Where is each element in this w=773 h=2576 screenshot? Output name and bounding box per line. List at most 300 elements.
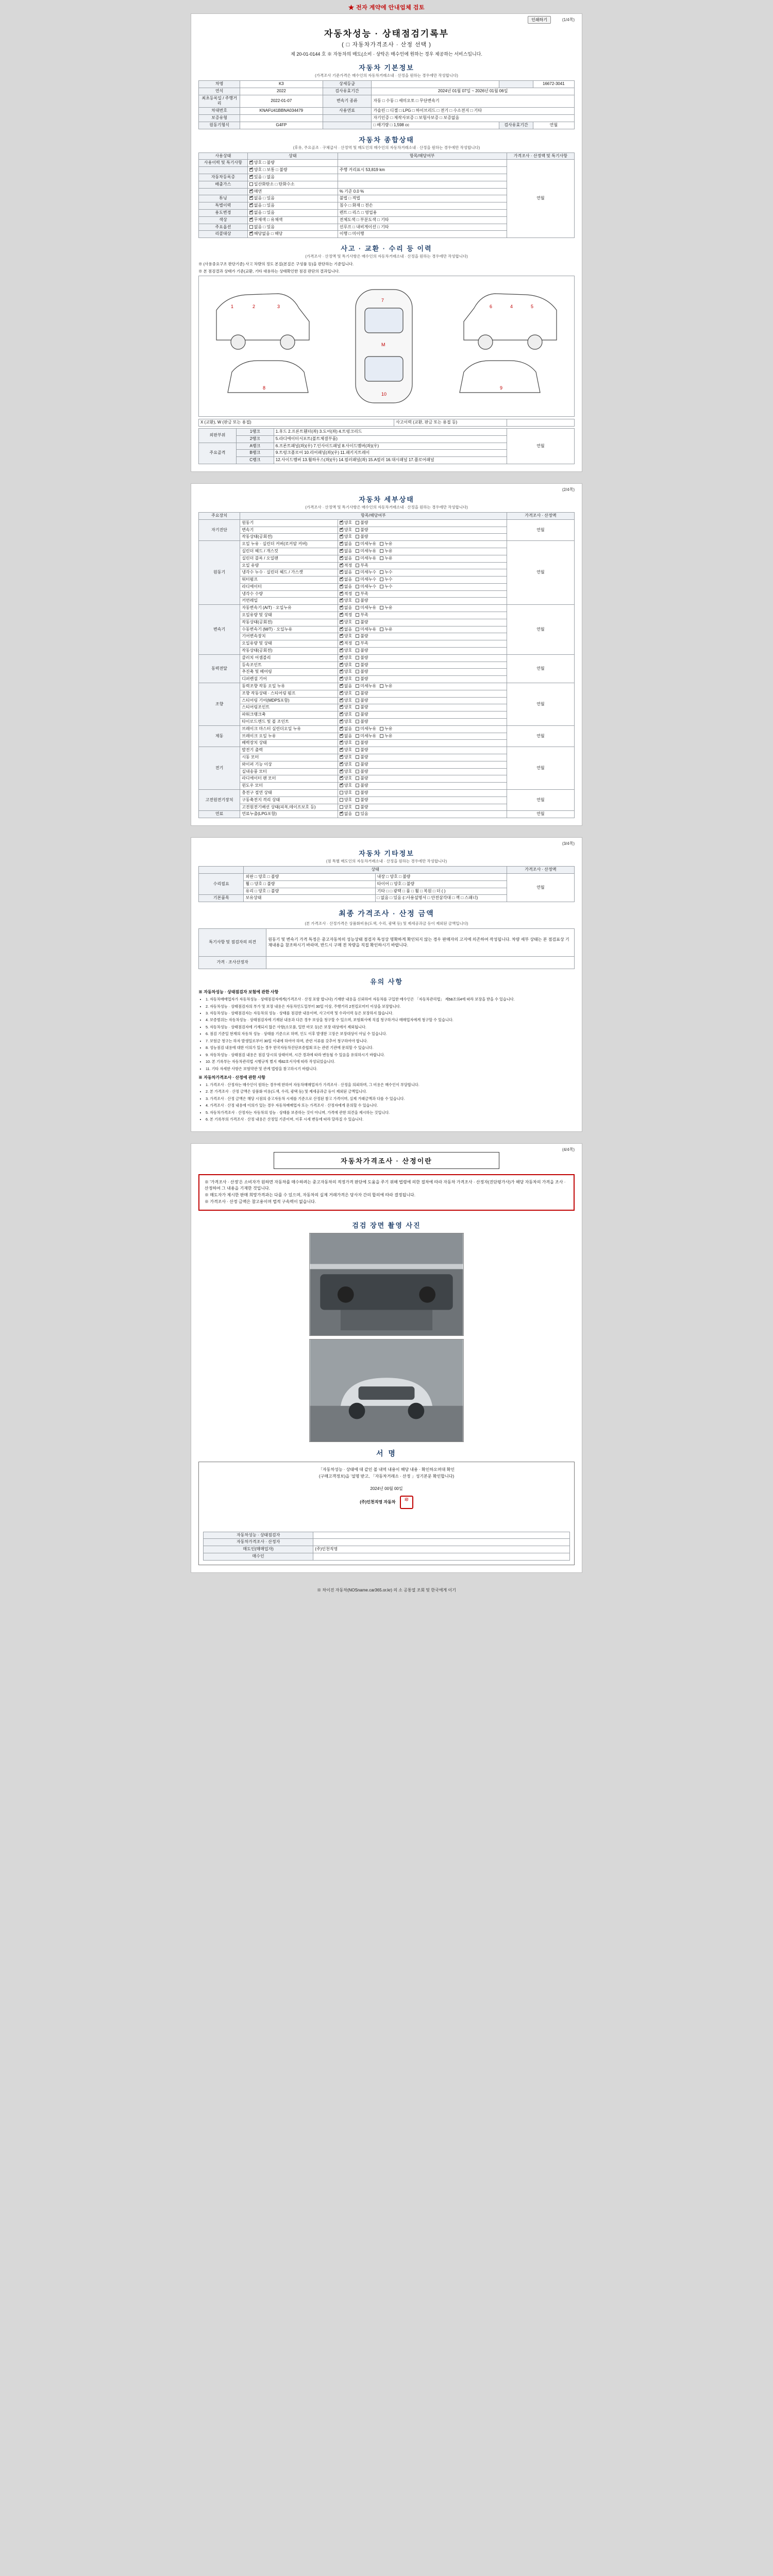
detail-options-2-2 (338, 619, 507, 626)
checkbox-checked[interactable] (340, 549, 343, 553)
caution-line-2: ※ 가격조사 · 산정 금액은 참고용이며 법적 구속력이 없습니다. (205, 1199, 316, 1204)
overall-detail-1 (338, 167, 507, 174)
checkbox[interactable] (380, 578, 383, 581)
option-불량 (356, 776, 368, 782)
option-label: 부족 (360, 591, 368, 596)
checkbox-checked[interactable] (340, 570, 343, 574)
basic-label3-0 (499, 81, 533, 88)
panel-rank-1-1: B랭크 (236, 450, 274, 457)
page-3 (191, 837, 582, 1131)
checkbox-checked[interactable] (340, 620, 343, 624)
accident-note-1: ※ 본 점검결과 상태가 기준(교환, 기타 대용하는 상태확인한 점검 판단의 결과입니다. (198, 269, 340, 274)
price-label-1: 가격 · 조사산정자 (199, 957, 266, 969)
basic-label-3: 차대번호 (199, 108, 240, 115)
checkbox[interactable] (356, 592, 359, 596)
etc-amount: 연월 (507, 873, 574, 902)
checkbox-checked[interactable] (340, 628, 343, 631)
checkbox[interactable] (356, 613, 359, 617)
option-불량 (356, 748, 368, 753)
svg-text:10: 10 (381, 392, 387, 397)
option-label: 양호 (344, 698, 352, 703)
option-label: 양호 (344, 769, 352, 774)
checkbox[interactable] (356, 741, 359, 744)
checkbox[interactable] (356, 791, 359, 794)
checkbox-checked[interactable] (340, 691, 343, 695)
checkbox-checked[interactable] (249, 211, 253, 214)
checkbox[interactable] (356, 805, 359, 809)
option-label: 미세누유 (360, 605, 377, 611)
option-없음 (340, 734, 352, 739)
detail-item-3-0: 클러치 어셈블리 (240, 654, 338, 662)
detail-table-body (199, 519, 575, 818)
option-누유 (380, 726, 392, 732)
sign-value-3[interactable] (313, 1553, 570, 1560)
detail-item-4-0: 동력조향 작동 오일 누유 (240, 683, 338, 690)
checkbox-checked[interactable] (340, 592, 343, 596)
photos-title: 검검 장면 촬영 사진 (352, 1221, 421, 1229)
option-label: 불량 (360, 804, 368, 809)
option-label: 양호 (344, 748, 352, 753)
option-불량 (356, 534, 368, 540)
option-미세누유 (356, 549, 376, 554)
checkbox-checked[interactable] (340, 784, 343, 787)
checkbox[interactable] (356, 549, 359, 553)
checkbox[interactable] (356, 663, 359, 667)
overall-state-table (198, 152, 575, 239)
checkbox[interactable] (356, 542, 359, 546)
checkbox[interactable] (356, 585, 359, 588)
option-불량 (356, 528, 368, 533)
checkbox-checked[interactable] (340, 606, 343, 609)
page-title: 자동차성능 · 상태점검기록부 (324, 29, 449, 39)
checkbox-checked[interactable] (340, 578, 343, 581)
option-양호 (340, 712, 352, 718)
option-미세누유 (356, 734, 376, 739)
option-불량 (356, 669, 368, 675)
detail-options-6-5 (338, 783, 507, 790)
checkbox-checked[interactable] (340, 741, 343, 744)
option-label: 불량 (360, 534, 368, 539)
option-불량 (356, 663, 368, 668)
checkbox-checked[interactable] (340, 641, 343, 645)
detail-options-1-2 (338, 555, 507, 562)
detail-group-6: 전기 (199, 747, 240, 790)
checkbox-checked[interactable] (340, 670, 343, 673)
option-불량 (356, 620, 368, 625)
checkbox-checked[interactable] (340, 734, 343, 738)
detail-item-4-1: 조향 작동상태 · 스티어링 펌프 (240, 690, 338, 697)
option-label: 양호 (344, 790, 352, 795)
detail-options-4-0 (338, 683, 507, 690)
option-label: 양호 (344, 761, 352, 767)
overall-detail-5: 불법 □ 적법 (338, 195, 507, 202)
detail-item-5-2: 배력장치 상태 (240, 740, 338, 747)
doc-serial-line: 제 20-01-0144 호 ※ 자동차의 매도(소비 · 상탁은 매수인에 원하는 경우 제공하는 서비스입니다. (291, 52, 482, 57)
overall-state-6 (247, 202, 338, 210)
checkbox[interactable] (356, 656, 359, 659)
checkbox-checked[interactable] (340, 720, 343, 723)
detail-group-0: 자기진단 (199, 519, 240, 540)
option-불량 (356, 755, 368, 760)
checkbox[interactable] (380, 585, 383, 588)
checkbox[interactable] (380, 570, 383, 574)
detail-item-8-0: 연료누출(LPG포함) (240, 811, 338, 818)
checkbox[interactable] (356, 528, 359, 532)
checkbox[interactable] (356, 570, 359, 574)
caution-box (198, 1174, 575, 1211)
detail-item-1-2: 실린더 블록 / 오일팬 (240, 555, 338, 562)
checkbox[interactable] (356, 606, 359, 609)
checkbox[interactable] (356, 798, 359, 802)
panel-items-1-0: 6.프론트패널(좌)(우) 7.인사이드패널 8.사이드멤버(좌)(우) (274, 443, 507, 450)
checkbox[interactable] (380, 606, 383, 609)
checkbox[interactable] (380, 549, 383, 553)
accident-legend-x: X (교환), W (판금 또는 용접) (199, 419, 394, 427)
detail-options-0-2 (338, 534, 507, 541)
checkbox-checked[interactable] (340, 535, 343, 538)
detail-options-4-1 (338, 690, 507, 697)
option-label: 있음 (360, 811, 368, 817)
option-양호 (340, 598, 352, 604)
option-label: 없음 (344, 605, 352, 611)
checkbox[interactable] (380, 556, 383, 560)
option-미세누수 (356, 577, 376, 583)
terms-item-1-3: • 4. 가격조사 · 산정 내용에 이의가 있는 경우 자동차매매업자 또는 가격조사 · 산정자에게 문의할 수 있습니다. (206, 1103, 575, 1108)
detail-options-2-0 (338, 605, 507, 612)
checkbox[interactable] (340, 805, 343, 809)
checkbox-checked[interactable] (340, 677, 343, 681)
checkbox[interactable] (356, 578, 359, 581)
checkbox[interactable] (356, 521, 359, 524)
checkbox-checked[interactable] (340, 755, 343, 759)
terms-head-1: ※ 자동차가격조사 · 산정에 관한 사항 (198, 1075, 265, 1080)
checkbox[interactable] (356, 556, 359, 560)
price-label-0: 특기사항 및 점검자의 의견 (199, 929, 266, 957)
section-title-etc: 자동차 기타정보 (359, 850, 414, 858)
option-label: 미세누유 (360, 555, 377, 561)
detail-options-1-0 (338, 541, 507, 548)
detail-amount-1: 연월 (507, 541, 574, 605)
checkbox-checked[interactable] (249, 168, 253, 172)
terms-item-1-0: • 1. 가격조사 · 산정자는 매수인이 원하는 경우에 한하여 자동차매매업자가 가격조사 · 산정을 의뢰하며, 그 비용은 매수인이 부담합니다. (206, 1082, 575, 1088)
checkbox[interactable] (356, 734, 359, 738)
overall-label-0: 사용이력 및 특기사항 (199, 160, 248, 167)
basic-value-2: 2022-01-07 (240, 95, 323, 108)
signature-table (203, 1532, 570, 1561)
overall-state-2 (247, 174, 338, 181)
page-number-1: (1/4쪽) (562, 18, 575, 22)
checkbox-checked[interactable] (340, 599, 343, 602)
checkbox[interactable] (356, 628, 359, 631)
option-적정 (340, 613, 352, 618)
option-label: 미세누유 (360, 684, 377, 689)
checkbox-checked[interactable] (340, 770, 343, 773)
checkbox[interactable] (356, 755, 359, 759)
table-header-row (199, 152, 575, 160)
option-없음 (340, 549, 352, 554)
detail-options-0-1 (338, 527, 507, 534)
terms-section-0 (198, 989, 575, 1072)
terms-item-0-1: • 2. 자동차성능 · 상태점검자의 부가 및 보장 내용은 자동차인도일부터 30일 이상, 주행거리 2천킬로미터 이상을 보장합니다. (206, 1004, 575, 1009)
table-row (199, 957, 575, 969)
detail-item-4-2: 스티어링 기어(MDPS포함) (240, 697, 338, 704)
checkbox[interactable] (356, 699, 359, 702)
option-부족 (356, 641, 368, 647)
checkbox-checked[interactable] (249, 218, 253, 222)
table-row (199, 114, 575, 122)
detail-options-0-0 (338, 519, 507, 527)
checkbox-checked[interactable] (340, 564, 343, 567)
checkbox[interactable] (356, 620, 359, 624)
terms-item-0-2: • 3. 자동차성능 · 상태점검자는 자동차의 성능 · 상태를 점검한 내용이며, 사고이력 및 수리이력 등은 보장하지 않습니다. (206, 1011, 575, 1016)
signature-company-text: (주)인천직영 자동차 (360, 1499, 396, 1504)
overall-label-7: 용도변경 (199, 209, 248, 216)
detail-group-7: 고전원전기장치 (199, 790, 240, 811)
checkbox-checked[interactable] (340, 585, 343, 588)
option-label: 적정 (344, 563, 352, 568)
option-label: 불량 (360, 527, 368, 532)
footer-bar (0, 1584, 773, 1599)
option-부족 (356, 563, 368, 569)
terms-item-0-9: • 10. 본 기록부는 자동차관리법 시행규칙 별지 제82호서식에 따라 작성되었습니다. (206, 1059, 575, 1064)
detail-head-1: 항목/해당여부 (240, 512, 507, 519)
option-label: 불량 (360, 662, 368, 667)
option-label: 불량 (360, 712, 368, 717)
detail-options-1-3 (338, 562, 507, 569)
option-label: 양호 (344, 527, 352, 532)
checkbox-checked[interactable] (340, 812, 343, 816)
basic-label3-5: 검사유효기간 (499, 122, 533, 129)
table-row (199, 519, 575, 527)
detail-options-6-0 (338, 747, 507, 754)
checkbox-checked[interactable] (340, 521, 343, 524)
checkbox-checked[interactable] (340, 528, 343, 532)
checkbox-checked[interactable] (249, 196, 253, 200)
checkbox[interactable] (380, 542, 383, 546)
checkbox[interactable] (356, 599, 359, 602)
option-불량 (356, 805, 368, 810)
overall-detail-0 (338, 160, 507, 167)
checkbox-checked[interactable] (340, 705, 343, 709)
option-불량 (356, 712, 368, 718)
checkbox[interactable] (356, 705, 359, 709)
checkbox-checked[interactable] (340, 748, 343, 752)
option-label: 누유 (384, 626, 393, 632)
checkbox-checked[interactable] (340, 776, 343, 780)
checkbox-checked[interactable] (340, 613, 343, 617)
accident-note-0: ※ (사용중요구조 판단기준) 사고 차량의 정도 본질(본질은 구성품 등)을 판단하는 기준입니다. (198, 262, 354, 267)
basic-label-5: 원동기형식 (199, 122, 240, 129)
checkbox[interactable] (356, 670, 359, 673)
option-불량 (356, 705, 368, 710)
checkbox-checked[interactable] (249, 190, 253, 193)
basic-label-2: 최초등록일 / 주행거리 (199, 95, 240, 108)
detail-group-4: 조향 (199, 683, 240, 726)
checkbox[interactable] (356, 748, 359, 752)
sign-value-1[interactable] (313, 1539, 570, 1546)
checkbox[interactable] (340, 798, 343, 802)
checkbox-checked[interactable] (340, 634, 343, 638)
terms-item-1-1: • 2. 본 가격조사 · 산정 금액은 상품화 비용(도색, 수리, 광택 등) 및 제세공과금 등이 제외된 금액입니다. (206, 1089, 575, 1094)
overall-label-9: 주요옵션 (199, 224, 248, 231)
option-label: 불량 (360, 669, 368, 674)
caution-line-1: ※ 매도자가 제시한 판매 희망가격과는 다를 수 있으며, 자동차의 실제 거래가격은 당사자 간의 합의에 따라 결정됩니다. (205, 1193, 415, 1198)
table-row (199, 683, 575, 690)
checkbox[interactable] (356, 770, 359, 773)
option-불량 (356, 655, 368, 661)
detail-group-2: 변속기 (199, 605, 240, 655)
option-양호 (340, 676, 352, 682)
checkbox-checked[interactable] (249, 161, 253, 164)
checkbox[interactable] (356, 691, 359, 695)
option-양호 (340, 528, 352, 533)
overall-state-text-1: 양호 □ 보통 □ 불량 (254, 167, 288, 173)
sign-value-0[interactable] (313, 1532, 570, 1539)
checkbox-checked[interactable] (340, 556, 343, 560)
checkbox[interactable] (356, 812, 359, 816)
option-label: 누수 (384, 570, 393, 575)
basic-label-4: 보증유형 (199, 114, 240, 122)
section-title-basic: 자동차 기본정보 (359, 64, 414, 72)
terms-title: 유의 사항 (370, 978, 403, 986)
checkbox[interactable] (356, 535, 359, 538)
company-seal-stamp: 印 (400, 1496, 413, 1509)
option-미세누유 (356, 684, 376, 689)
table-row (199, 95, 575, 108)
option-label: 부족 (360, 613, 368, 618)
section-title-detail: 자동차 세부상태 (359, 495, 414, 503)
option-없음 (340, 584, 352, 590)
terms-item-0-6: • 7. 보험금 청구는 하자 발생일로부터 30일 이내에 하여야 하며, 관련 서류를 갖추어 청구하여야 합니다. (206, 1039, 575, 1044)
etc-cell-2-0: 유리 □ 양호 □ 불량 (244, 888, 375, 895)
checkbox[interactable] (356, 641, 359, 645)
checkbox-checked[interactable] (249, 175, 253, 179)
checkbox[interactable] (356, 634, 359, 638)
overall-label-6: 특별이력 (199, 202, 248, 210)
checkbox-checked[interactable] (249, 204, 253, 207)
checkbox[interactable] (249, 225, 253, 229)
checkbox-checked[interactable] (340, 762, 343, 766)
etc-cell-2-1: 기타 □ □ 광택 □ 룸 □ 휠 □ 복원 □ 더 ( ) (375, 888, 507, 895)
checkbox[interactable] (356, 720, 359, 723)
footer-text: ※ 차이진 자동차(NOSname.car365.or.kr) 의 소 공통열 조회 및 한국에게 이기 (317, 1587, 456, 1592)
detail-item-2-0: 자동변속기 (A/T) · 오일누유 (240, 605, 338, 612)
basic-value2-3: 가솔린 □ 디젤 □ LPG □ 하이브리드 □ 전기 □ 수소전지 □ 기타 (372, 108, 575, 115)
option-없음 (340, 570, 352, 575)
checkbox[interactable] (249, 182, 253, 186)
option-없음 (340, 556, 352, 562)
table-row (204, 1532, 570, 1539)
basic-value3-0: 16672-3041 (533, 81, 574, 88)
checkbox[interactable] (380, 727, 383, 731)
overall-state-text-8: 무채색 □ 유채색 (254, 217, 283, 222)
terms-item-0-10: • 11. 기타 자세한 사항은 보험약관 및 관계 법령을 참고하시기 바랍니다. (206, 1066, 575, 1072)
svg-text:7: 7 (381, 298, 384, 303)
table-header-row (199, 512, 575, 519)
table-row (199, 929, 575, 957)
sign-label-1: 자동차가격조사 · 산정자 (204, 1539, 313, 1546)
overall-state-text-6: 없음 □ 있음 (254, 203, 275, 208)
option-label: 적정 (344, 591, 352, 596)
checkbox[interactable] (356, 649, 359, 652)
detail-options-3-2 (338, 669, 507, 676)
checkbox-checked[interactable] (340, 649, 343, 652)
option-불량 (356, 769, 368, 775)
checkbox[interactable] (380, 734, 383, 738)
checkbox[interactable] (356, 784, 359, 787)
detail-options-1-6 (338, 583, 507, 590)
checkbox[interactable] (356, 684, 359, 688)
checkbox[interactable] (356, 564, 359, 567)
section-sub-detail: (가격조사 · 산정액 및 특기사항은 매수인의 자동차거래소내 · 산정을 원하는 경우에만 작성합니다) (305, 504, 468, 510)
option-미세누유 (356, 726, 376, 732)
option-label: 불량 (360, 648, 368, 653)
detail-options-2-6 (338, 648, 507, 655)
checkbox-checked[interactable] (249, 232, 253, 235)
option-label: 불량 (360, 783, 368, 788)
option-없음 (340, 577, 352, 583)
overall-state-text-2: 있음 □ 없음 (254, 174, 275, 179)
option-label: 미세누수 (360, 577, 377, 582)
checkbox[interactable] (380, 628, 383, 631)
page-number-2: (2/4쪽) (562, 487, 575, 492)
checkbox-checked[interactable] (340, 542, 343, 546)
checkbox[interactable] (356, 713, 359, 716)
checkbox-checked[interactable] (340, 713, 343, 716)
option-label: 누유 (384, 733, 393, 738)
overall-label-10: 리콜대상 (199, 231, 248, 238)
checkbox-checked[interactable] (340, 699, 343, 702)
detail-amount-3: 연월 (507, 654, 574, 683)
checkbox[interactable] (356, 776, 359, 780)
detail-options-5-2 (338, 740, 507, 747)
option-불량 (356, 762, 368, 768)
option-양호 (340, 634, 352, 639)
option-누유 (380, 556, 392, 562)
terms-list-0 (198, 997, 575, 1072)
option-불량 (356, 783, 368, 789)
terms-item-0-4: • 5. 자동차성능 · 상태점검자에 기재되지 않은 사항(소모품, 일반 마모 등)은 보장 대상에서 제외됩니다. (206, 1025, 575, 1030)
option-양호 (340, 669, 352, 675)
accident-legend-table (198, 419, 575, 427)
checkbox[interactable] (356, 762, 359, 766)
option-label: 양호 (344, 690, 352, 696)
option-불량 (356, 648, 368, 654)
terms-item-0-8: • 9. 자동차성능 · 상태점검 내용은 점검 당시의 상태이며, 시간 경과에 따라 변동될 수 있음을 유의하시기 바랍니다. (206, 1053, 575, 1058)
checkbox-checked[interactable] (340, 663, 343, 667)
option-양호 (340, 748, 352, 753)
mileage-text: 주행 거리표시 53,819 km (339, 167, 385, 173)
checkbox[interactable] (356, 677, 359, 681)
sign-value-2[interactable]: (주)인천직영 (313, 1546, 570, 1553)
checkbox[interactable] (380, 684, 383, 688)
overall-amount: 연월 (507, 160, 574, 238)
checkbox-checked[interactable] (340, 684, 343, 688)
detail-item-6-1: 시동 모터 (240, 754, 338, 761)
option-label: 불량 (360, 748, 368, 753)
option-불량 (356, 790, 368, 796)
checkbox-checked[interactable] (340, 727, 343, 731)
checkbox-checked[interactable] (340, 656, 343, 659)
checkbox[interactable] (340, 791, 343, 794)
option-불량 (356, 676, 368, 682)
signature-statement-1: (구매고객정보)을 '설명 받고, 「자동차거래소 · 산정 」성기본문 확인합니다) (318, 1474, 455, 1479)
detail-item-0-2: 작동상태(공회전) (240, 534, 338, 541)
detail-item-1-3: 오일 유량 (240, 562, 338, 569)
checkbox[interactable] (356, 727, 359, 731)
overall-state-0 (247, 160, 338, 167)
print-button[interactable]: 인쇄하기 (528, 16, 551, 24)
